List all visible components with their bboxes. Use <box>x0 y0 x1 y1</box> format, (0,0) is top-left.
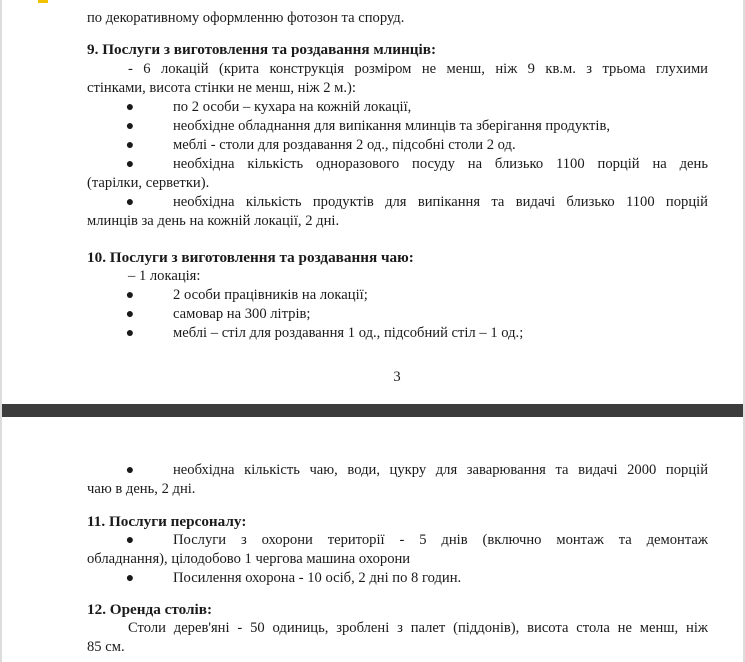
list-item-cont: чаю в день, 2 дні. <box>87 481 196 497</box>
section-12-paragraph-cont: 85 см. <box>87 639 125 655</box>
page-separator <box>0 404 745 417</box>
list-item: необхідна кількість чаю, води, цукру для заварювання та видачі 2000 порцій <box>173 462 708 478</box>
text-line: по декоративному оформленню фотозон та споруд. <box>87 10 405 26</box>
bullet-icon: ● <box>125 119 135 134</box>
bullet-icon: ● <box>125 326 135 341</box>
list-item: необхідне обладнання для випікання млинців та зберігання продуктів, <box>173 118 611 134</box>
corner-marker <box>38 0 48 3</box>
bullet-icon: ● <box>125 100 135 115</box>
list-item: Посилення охорона - 10 осіб, 2 дні по 8 годин. <box>173 570 462 586</box>
list-item: Послуги з охорони території - 5 днів (включно монтаж та демонтаж <box>173 532 708 548</box>
list-item: по 2 особи – кухара на кожній локації, <box>173 99 412 115</box>
section-9-intro: - 6 локацій (крита конструкція розміром не менш, ніж 9 кв.м. з трьома глухими <box>128 61 708 77</box>
section-9-heading: 9. Послуги з виготовлення та роздавання млинців: <box>87 41 436 58</box>
bullet-icon: ● <box>125 571 135 586</box>
section-12-heading: 12. Оренда столів: <box>87 601 212 618</box>
bullet-icon: ● <box>125 533 135 548</box>
section-12-paragraph: Столи дерев'яні - 50 одиниць, зроблені з палет (піддонів), висота стола не менш, ніж <box>128 620 708 636</box>
section-10-heading: 10. Послуги з виготовлення та роздавання чаю: <box>87 249 414 266</box>
page-edge <box>0 0 2 662</box>
bullet-icon: ● <box>125 463 135 478</box>
page-number: 3 <box>393 369 401 385</box>
bullet-icon: ● <box>125 138 135 153</box>
bullet-icon: ● <box>125 307 135 322</box>
bullet-icon: ● <box>125 157 135 172</box>
list-item: 2 особи працівників на локації; <box>173 287 368 303</box>
list-item-cont: млинців за день на кожній локації, 2 дні. <box>87 213 340 229</box>
list-item-cont: (тарілки, серветки). <box>87 175 210 191</box>
list-item: самовар на 300 літрів; <box>173 306 311 322</box>
section-9-intro-cont: стінками, висота стінки не менш, ніж 2 м.): <box>87 80 356 96</box>
list-item: необхідна кількість одноразового посуду на близько 1100 порцій на день <box>173 156 708 172</box>
section-11-heading: 11. Послуги персоналу: <box>87 513 247 530</box>
section-10-intro: – 1 локація: <box>128 268 201 284</box>
list-item: меблі - столи для роздавання 2 од., підсобні столи 2 од. <box>173 137 516 153</box>
list-item: необхідна кількість продуктів для випікання та видачі близько 1100 порцій <box>173 194 708 210</box>
document-page-4 <box>0 417 745 662</box>
list-item: меблі – стіл для роздавання 1 од., підсобний стіл – 1 од.; <box>173 325 524 341</box>
bullet-icon: ● <box>125 195 135 210</box>
list-item-cont: обладнання), цілодобово 1 чергова машина охорони <box>87 551 411 567</box>
bullet-icon: ● <box>125 288 135 303</box>
